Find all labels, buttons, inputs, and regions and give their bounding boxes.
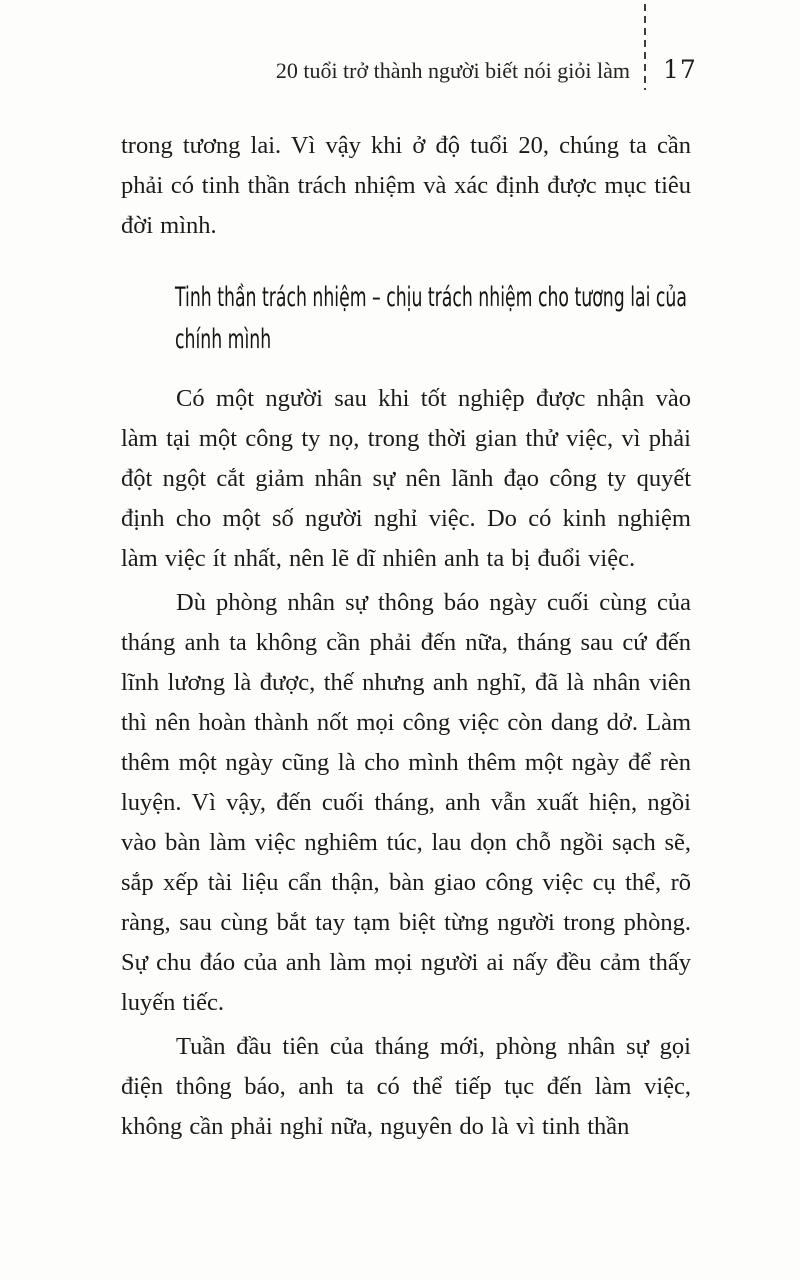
body-paragraph: Tuần đầu tiên của tháng mới, phòng nhân sự gọi điện thông báo, anh ta có thể tiếp tục đến làm việc, không cần phải nghỉ nữa, nguyên do là vì tinh thần xyxy=(121,1033,691,1140)
section-heading-text: Tinh thần trách nhiệm – chịu trách nhiệm cho tương lai của chính mình xyxy=(175,282,687,355)
body-paragraph: Dù phòng nhân sự thông báo ngày cuối cùng của tháng anh ta không cần phải đến nữa, tháng sau cứ đến lĩnh lương là được, thế nhưng anh nghĩ, đã là nhân viên thì nên hoàn thành nốt mọi công việc còn dang dở. Làm thêm một ngày cũng là cho mình thêm một ngày để rèn luyện. Vì vậy, đến cuối tháng, anh vẫn xuất hiện, ngồi vào bàn làm việc nghiêm túc, lau dọn chỗ ngồi sạch sẽ, sắp xếp tài liệu cẩn thận, bàn giao công việc cụ thể, rõ ràng, sau cùng bắt tay tạm biệt từng người trong phòng. Sự chu đáo của anh làm mọi người ai nấy đều cảm thấy luyến tiếc. xyxy=(121,589,691,1016)
running-title: 20 tuổi trở thành người biết nói giỏi làm xyxy=(275,58,630,83)
section-heading xyxy=(175,277,691,361)
header-divider-dashed-rule xyxy=(644,4,646,90)
body-paragraph: Có một người sau khi tốt nghiệp được nhận vào làm tại một công ty nọ, trong thời gian thử việc, vì phải đột ngột cắt giảm nhân sự nên lãnh đạo công ty quyết định cho một số người nghỉ việc. Do có kinh nghiệm làm việc ít nhất, nên lẽ dĩ nhiên anh ta bị đuổi việc. xyxy=(121,385,691,572)
continued-paragraph: trong tương lai. Vì vậy khi ở độ tuổi 20, chúng ta cần phải có tinh thần trách nhiệm và xác định được mục tiêu đời mình. xyxy=(121,132,691,239)
page-number: 17 xyxy=(663,55,697,84)
page-content xyxy=(121,126,691,1151)
